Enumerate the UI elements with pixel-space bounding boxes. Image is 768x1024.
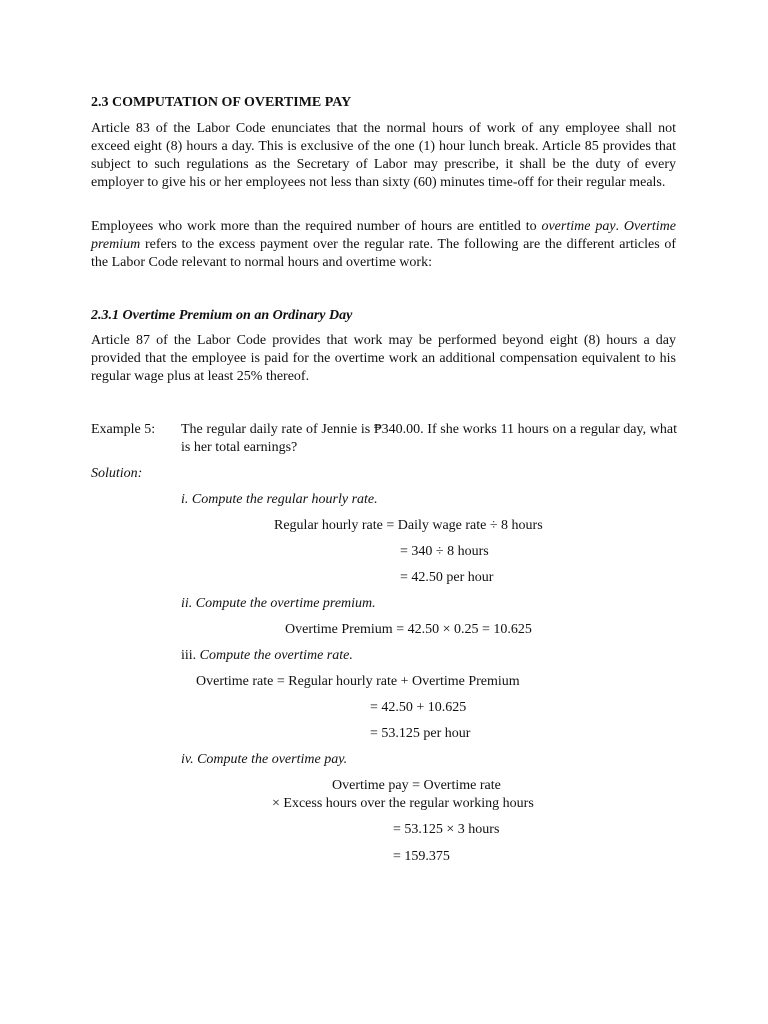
step-2-equation-1: Overtime Premium = 42.50 × 0.25 = 10.625 [285,622,532,637]
step-4-equation-2: = 53.125 × 3 hours [393,822,500,837]
step-3-equation-3: = 53.125 per hour [370,726,471,741]
example-label: Example 5: [91,422,156,437]
step-1-title: i. Compute the regular hourly rate. [181,492,378,507]
para2-text-1: Employees who work more than the required number of hours are entitled to [91,219,542,234]
step-4-equation-1b: × Excess hours over the regular working hours [272,796,534,811]
subsection-title: 2.3.1 Overtime Premium on an Ordinary Day [91,308,353,323]
section-title: 2.3 COMPUTATION OF OVERTIME PAY [91,95,352,110]
step-1-equation-1: Regular hourly rate = Daily wage rate ÷ 8 hours [274,518,543,533]
term-overtime-pay: overtime pay [541,219,616,234]
section-paragraph-1: Article 83 of the Labor Code enunciates that the normal hours of work of any employee shall not exceed eight (8) hours a day. This is exclusive of the one (1) hour lunch break. Article 85 provides that subject to such regulations as the Secretary of Labor may prescribe, it shall be the duty of every employer to give his or her employees not less than sixty (60) minutes time-off for their regular meals. [91,121,676,190]
section-paragraph-2 [91,218,676,272]
example-text: The regular daily rate of Jennie is ₱340.00. If she works 11 hours on a regular day, what is her total earnings? [181,422,677,455]
subsection-paragraph: Article 87 of the Labor Code provides that work may be performed beyond eight (8) hours a day provided that the employee is paid for the overtime work an additional compensation equivalent to his regular wage plus at least 25% thereof. [91,333,676,384]
para2-text-3: refers to the excess payment over the regular rate. The following are the different articles of the Labor Code relevant to normal hours and overtime work: [91,237,676,270]
solution-label: Solution: [91,466,143,481]
step-4-equation-3: = 159.375 [393,849,450,864]
step-3-equation-2: = 42.50 + 10.625 [370,700,467,715]
step-4-equation-1a: Overtime pay = Overtime rate [332,778,501,793]
step-1-equation-2: = 340 ÷ 8 hours [400,544,489,559]
step-3-number: iii. [181,648,200,663]
step-2-title: ii. Compute the overtime premium. [181,596,376,611]
step-4-title: iv. Compute the overtime pay. [181,752,348,767]
term-overtime-premium: Overtime premium [91,219,676,252]
step-3-text: Compute the overtime rate. [199,648,353,663]
step-1-equation-3: = 42.50 per hour [400,570,494,585]
step-3-equation-1: Overtime rate = Regular hourly rate + Overtime Premium [196,674,520,689]
para2-text-2: . [615,219,624,234]
step-3-title [181,647,353,665]
